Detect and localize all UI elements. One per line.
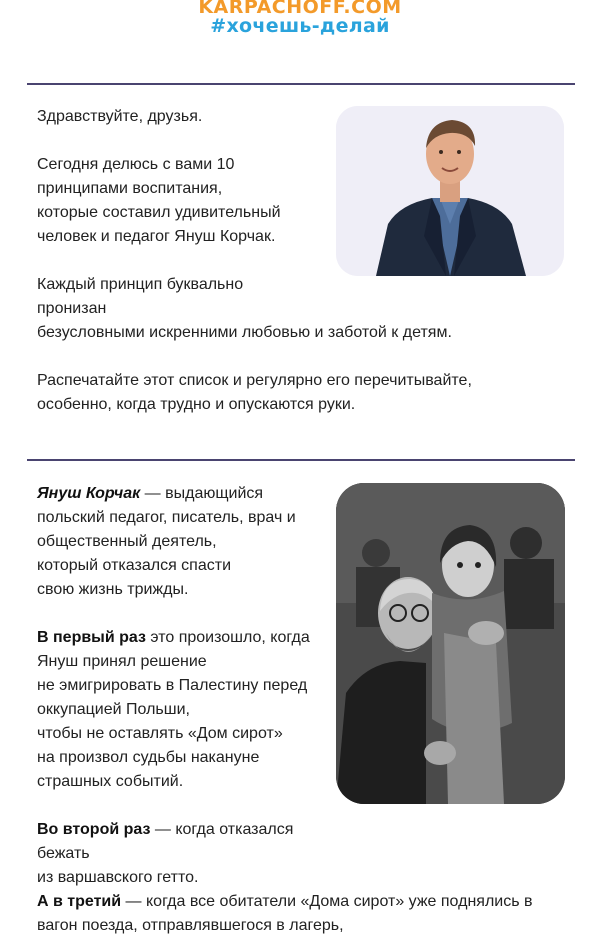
- intro-line: принципами воспитания,: [37, 180, 223, 197]
- logo-tagline: #хочешь-делай: [210, 15, 390, 37]
- principle-line: Каждый принцип буквально: [37, 276, 244, 293]
- principle-line: пронизан: [37, 300, 107, 317]
- intro-line: которые составил удивительный: [37, 204, 281, 221]
- intro-line: человек и педагог Януш Корчак.: [37, 228, 276, 245]
- first-time-rest: это произошло, когда: [145, 629, 310, 646]
- first-line: страшных событий.: [37, 773, 184, 790]
- bio-line: общественный деятель,: [37, 533, 217, 550]
- first-time-line: [37, 626, 337, 650]
- first-line: на произвол судьбы накануне: [37, 749, 260, 766]
- first-time-label: В первый раз: [37, 629, 146, 646]
- logo-site-name: KARPACHOFF.COM: [198, 0, 402, 18]
- intro-line: Сегодня делюсь с вами 10: [37, 156, 235, 173]
- author-portrait-image: [336, 106, 564, 276]
- principle-line: безусловными искренними любовью и заботой к детям.: [37, 324, 452, 341]
- third-time-rest: — когда все обитатели «Дома сирот» уже поднялись в: [121, 893, 533, 910]
- third-time-text: [37, 890, 577, 938]
- divider-top: [27, 83, 575, 85]
- korczak-child-image: [336, 483, 565, 804]
- first-line: Януш принял решение: [37, 653, 207, 670]
- greeting: Здравствуйте, друзья.: [37, 108, 203, 125]
- bio-line: который отказался спасти: [37, 557, 232, 574]
- second-time-rest: — когда отказался бежать: [37, 821, 294, 862]
- advice-line: Распечатайте этот список и регулярно его перечитывайте,: [37, 372, 472, 389]
- korczak-name: Януш Корчак: [37, 485, 141, 502]
- intro-text: [37, 105, 337, 249]
- korczak-photo: [336, 483, 565, 804]
- first-line: чтобы не оставлять «Дом сирот»: [37, 725, 283, 742]
- first-line: не эмигрировать в Палестину перед: [37, 677, 308, 694]
- advice-line: особенно, когда трудно и опускаются руки.: [37, 396, 356, 413]
- bio-line: свою жизнь трижды.: [37, 581, 189, 598]
- principle-text: [37, 273, 577, 417]
- bio-line: польский педагог, писатель, врач и: [37, 509, 296, 526]
- bio-first-line: [37, 482, 337, 506]
- korczak-bio: [37, 482, 337, 890]
- divider-middle: [27, 459, 575, 461]
- bio-first-rest: — выдающийся: [140, 485, 264, 502]
- third-time-line: [37, 890, 577, 914]
- third-time-label: А в третий: [37, 893, 122, 910]
- author-photo: [336, 106, 564, 276]
- second-time-label: Во второй раз: [37, 821, 151, 838]
- second-time-line: [37, 818, 337, 866]
- first-line: оккупацией Польши,: [37, 701, 190, 718]
- third-line: вагон поезда, отправлявшегося в лагерь,: [37, 917, 344, 934]
- second-line: из варшавского гетто.: [37, 869, 199, 886]
